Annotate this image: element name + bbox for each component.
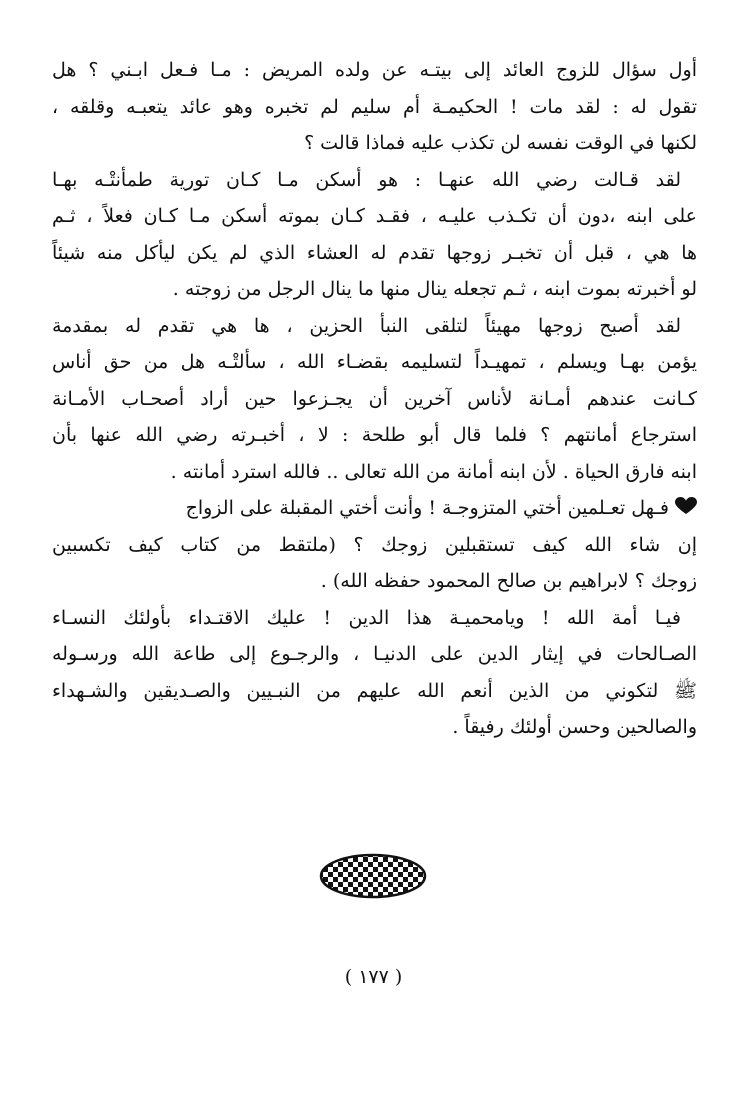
text-line: لقد قـالت رضي الله عنهـا : هو أسكن مـا كـان تورية طمأنتْـه بهـا	[52, 168, 681, 191]
paragraph-2	[52, 162, 697, 308]
text-line: والصالحين وحسن أولئك رفيقاً .	[452, 716, 697, 738]
text-line: تقول له : لقد مات ! الحكيمـة أم سليم لم تخبره وهو عائد يتعبـه وقلقه ،	[52, 95, 697, 118]
text-line: ها هي ، قبل أن تخبـر زوجها تقدم له العشاء الذي لم يكن ليأكل منه شيئاً	[52, 241, 697, 264]
paragraph-5	[52, 600, 697, 746]
text-line: لكنها في الوقت نفسه لن تكذب عليه فماذا قالت ؟	[304, 132, 697, 154]
paragraph-3	[52, 308, 697, 491]
page-number: ( ١٧٧ )	[344, 966, 403, 988]
text-line: زوجك ؟ لابراهيم بن صالح المحمود حفظه الله) .	[320, 570, 697, 592]
page-body	[52, 52, 697, 746]
text-line: ﷺ لتكوني من الذين أنعم الله عليهم من النبـيين والصـديقين والشـهداء	[52, 679, 697, 702]
text-line: استرجاع أمانتهم ؟ فلما قال أبو طلحة : لا ، أخبـرته رضي الله عنها بأن	[52, 424, 697, 446]
heart-icon	[675, 491, 697, 527]
text-line: لقد أصبح زوجها مهيئاً لتلقى النبأ الحزين ، ها هي تقدم له بمقدمة	[52, 314, 681, 337]
text-line: إن شاء الله كيف تستقبلين زوجك ؟ (ملتقط من كتاب كيف تكسبين	[52, 533, 697, 556]
text-line: على ابنه ،دون أن تكـذب عليـه ، فقـد كـان بموته أسكن مـا كـان فعلاً ، ثـم	[52, 205, 697, 227]
text-line: فـهل تعـلمين أختي المتزوجـة ! وأنت أختي المقبلة على الزواج	[185, 497, 669, 519]
paragraph-4	[52, 490, 697, 600]
text-line: فيـا أمة الله ! ويامحميـة هذا الدين ! عليك الاقتـداء بأولئك النسـاء	[52, 606, 681, 629]
text-line: ابنه فارق الحياة . لأن ابنه أمانة من الله تعالى .. فالله استرد أمانته .	[170, 460, 697, 483]
text-line: كـانت عندهم أمـانة لأناس آخرين أن يجـزعوا حين أراد أصحـاب الأمـانة	[52, 387, 697, 410]
text-line: يؤمن بهـا ويسلم ، تمهيـداً لتسليمه بقضـاء الله ، سألتْـه هل من حق أناس	[52, 351, 697, 373]
text-line: أول سؤال للزوج العائد إلى بيتـه عن ولده المريض : مـا فـعل ابـني ؟ هل	[52, 59, 697, 81]
text-line: لو أخبرته بموت ابنه ، ثـم تجعله ينال منها ما ينال الرجل من زوجته .	[172, 278, 697, 300]
paragraph-1	[52, 52, 697, 162]
checkered-ornament-icon	[318, 852, 428, 900]
text-line-with-heart	[52, 490, 697, 527]
text-line: الصـالحات في إيثار الدين على الدنيـا ، والرجـوع إلى طاعة الله ورسـوله	[52, 643, 697, 665]
